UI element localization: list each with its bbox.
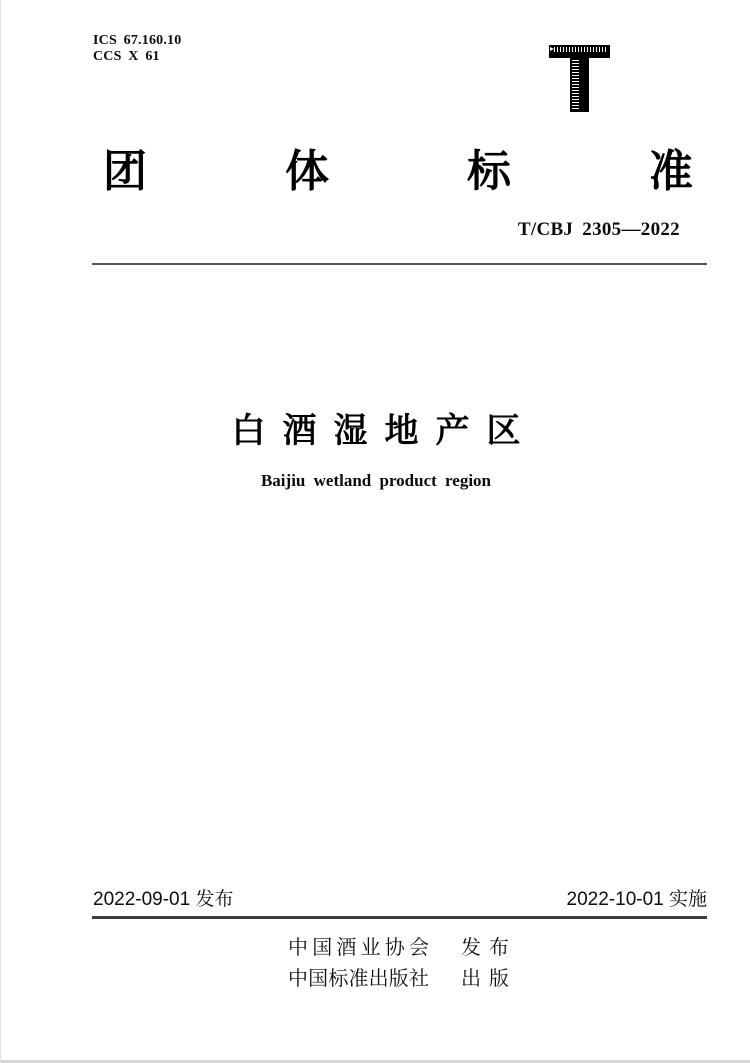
implementation-date: 2022-10-01 实施 [566, 889, 707, 910]
standard-number: T/CBJ 2305—2022 [517, 219, 680, 240]
dates-row [93, 887, 707, 913]
standard-type-heading: 团 体 标 准 [103, 147, 693, 196]
classification-codes [93, 33, 181, 65]
group-standard-t-logo-icon [549, 45, 610, 112]
header-rule-line [92, 263, 707, 265]
t-logo-stem-ruler [570, 58, 589, 112]
publisher-role: 发 布 [461, 936, 509, 959]
publisher-name: 中 国 酒 业 协 会 [288, 936, 429, 959]
publisher-row [288, 934, 509, 959]
ccs-code: CCS X 61 [93, 49, 160, 64]
document-title-english: Baijiu wetland product region [260, 471, 492, 490]
ics-code: ICS 67.160.10 [93, 33, 182, 48]
publisher-name: 中 国 标 准 出 版 社 [288, 967, 429, 990]
publishers-block [288, 934, 509, 996]
publisher-row [288, 965, 509, 990]
t-logo-top-ruler [549, 45, 610, 58]
issue-date: 2022-09-01 发布 [93, 889, 234, 910]
footer-rule-line [92, 916, 707, 919]
document-title-chinese: 白酒湿地产区 [231, 412, 538, 450]
publisher-role: 出 版 [461, 967, 509, 990]
